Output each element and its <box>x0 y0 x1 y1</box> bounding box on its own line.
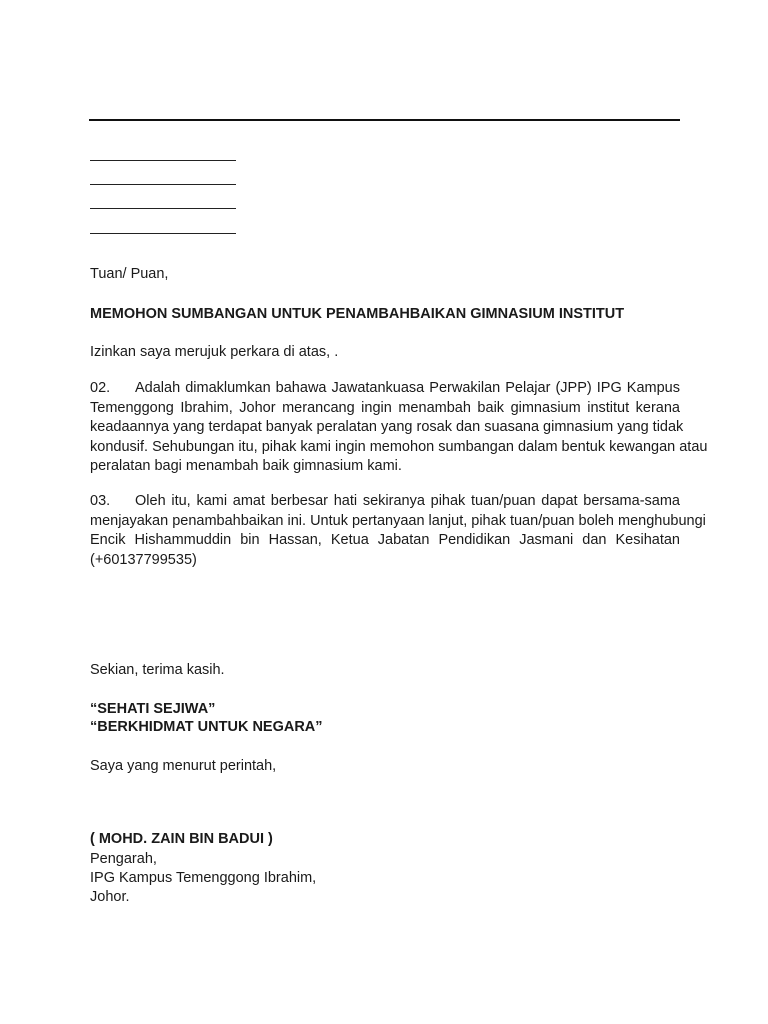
recipient-address-line <box>90 233 236 234</box>
motto-1: “SEHATI SEJIWA” <box>90 701 216 717</box>
paragraph-2-line-5: peralatan bagi menambah baik gimnasium kami. <box>90 458 402 474</box>
paragraph-3-line-4: (+60137799535) <box>90 551 197 568</box>
subject-heading: MEMOHON SUMBANGAN UNTUK PENAMBAHBAIKAN GIMNASIUM INSTITUT <box>90 306 625 322</box>
signatory-state: Johor. <box>90 889 130 905</box>
letterhead-rule <box>89 119 680 121</box>
recipient-address-line <box>90 208 236 209</box>
paragraph-3-line-3: Encik Hishammuddin bin Hassan, Ketua Jabatan Pendidikan Jasmani dan Kesihatan <box>90 532 680 548</box>
paragraph-2-line-4: kondusif. Sehubungan itu, pihak kami ingin memohon sumbangan dalam bentuk kewangan atau <box>90 438 708 455</box>
paragraph-3-line-2: menjayakan penambahbaikan ini. Untuk pertanyaan lanjut, pihak tuan/puan boleh menghubungi <box>90 512 706 529</box>
recipient-address-line <box>90 160 236 161</box>
paragraph-2-line-3: keadaannya yang terdapat banyak peralatan yang rosak dan suasana gimnasium yang tidak <box>90 419 684 435</box>
motto-2: “BERKHIDMAT UNTUK NEGARA” <box>90 719 323 735</box>
paragraph-3-line-1-text: Oleh itu, kami amat berbesar hati sekiranya pihak tuan/puan dapat bersama-sama <box>135 493 680 509</box>
paragraph-2-line-1 <box>90 379 680 399</box>
paragraph-2-line-2: Temenggong Ibrahim, Johor merancang ingin menambah baik gimnasium institut kerana <box>90 399 680 416</box>
closing-line: Sekian, terima kasih. <box>90 662 225 678</box>
signatory-title: Pengarah, <box>90 851 157 867</box>
opening-line: Izinkan saya merujuk perkara di atas, . <box>90 344 339 360</box>
paragraph-2 <box>90 379 708 477</box>
paragraph-3-line-1 <box>90 492 680 512</box>
paragraph-2-number: 02. <box>90 380 111 396</box>
signatory-name: ( MOHD. ZAIN BIN BADUI ) <box>90 831 273 847</box>
salutation: Tuan/ Puan, <box>90 266 169 282</box>
signatory-org: IPG Kampus Temenggong Ibrahim, <box>90 870 317 886</box>
paragraph-2-line-1-text: Adalah dimaklumkan bahawa Jawatankuasa Perwakilan Pelajar (JPP) IPG Kampus <box>135 380 680 396</box>
paragraph-3 <box>90 492 706 570</box>
sign-off: Saya yang menurut perintah, <box>90 758 277 774</box>
recipient-address-line <box>90 184 236 185</box>
paragraph-3-number: 03. <box>90 493 111 509</box>
